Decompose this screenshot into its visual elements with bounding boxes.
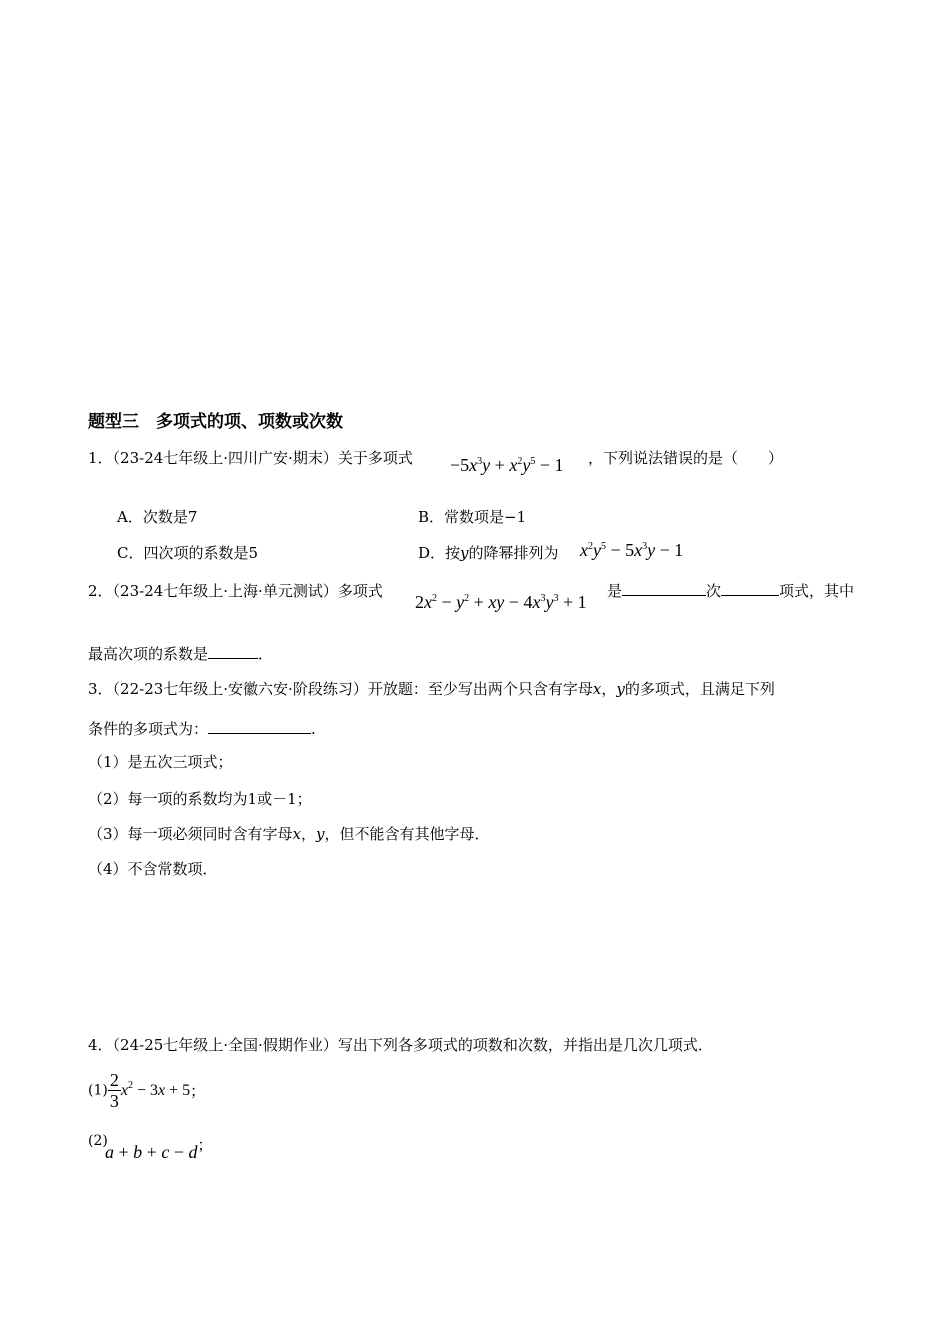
- variable-y: y: [316, 825, 325, 843]
- q3-line-2: [88, 718, 316, 739]
- question-stem: 写出下列各多项式的项数和次数，并指出是几次几项式．: [337, 1036, 713, 1054]
- q1-stem-tail: ，下列说法错误的是（ ）: [588, 449, 784, 467]
- option-text: 常数项是−1: [444, 508, 527, 526]
- fraction-denominator: 3: [109, 1091, 119, 1111]
- variable-y: y: [460, 544, 469, 562]
- option-label: C．: [117, 544, 144, 562]
- question-1: [88, 447, 413, 468]
- question-number: 3．: [88, 680, 113, 698]
- question-stem: 开放题：至少写出两个只含有字母: [367, 680, 593, 698]
- q1-option-d[interactable]: [418, 542, 559, 563]
- item-end: ；: [197, 1136, 213, 1154]
- variable-x: x: [592, 680, 602, 698]
- question-stem: 关于多项式: [337, 449, 413, 467]
- q3-end: .: [311, 720, 316, 738]
- q2-expression: $2x^2 - y^2$ + xy − $4x^3y^3 + 1$: [415, 592, 587, 612]
- question-stem-tail: 的多项式，且满足下列: [624, 680, 775, 698]
- q2-text-tail: 项式，其中: [779, 582, 855, 600]
- q4-item-2-label: (2): [88, 1133, 108, 1149]
- q2-text-is: 是: [607, 582, 623, 600]
- q3-condition-4: （4）不含常数项．: [88, 860, 218, 878]
- option-label: A．: [117, 508, 143, 526]
- question-number: 4．: [88, 1036, 113, 1054]
- q1-option-a[interactable]: [117, 506, 197, 527]
- item-label: (1): [88, 1082, 108, 1099]
- item-end: ；: [190, 1082, 206, 1100]
- q4-item-1: [88, 1070, 205, 1111]
- q2-text-degree: 次: [706, 582, 722, 600]
- q1-option-d-expression: $x^2y^5 - 5x^3y - 1$: [580, 540, 684, 560]
- q4-item-2-expression: a + b + c − d: [105, 1142, 198, 1162]
- question-source: （22-23七年级上·安徽六安·阶段练习）: [112, 680, 368, 698]
- variable-x: x: [292, 825, 302, 843]
- q3-line2-text: 条件的多项式为：: [88, 720, 209, 738]
- q1-expression: $-5x^3y + x^2y^5 - 1$: [450, 455, 564, 475]
- question-source: （23-24七年级上·上海·单元测试）: [112, 582, 338, 600]
- q2-line2-text: 最高次项的系数是: [88, 645, 209, 663]
- variable-y: y: [616, 680, 625, 698]
- q1-option-b[interactable]: [418, 506, 526, 527]
- q4-item-2: [105, 1136, 213, 1163]
- question-4: [88, 1034, 713, 1055]
- q2-end: ．: [258, 645, 274, 663]
- q3-condition-2: （2）每一项的系数均为1或－1；: [88, 790, 312, 808]
- answer-blank-terms[interactable]: [721, 580, 779, 596]
- option-text: 四次项的系数是5: [143, 544, 259, 562]
- question-number: 2．: [88, 582, 113, 600]
- answer-blank-coefficient[interactable]: [208, 643, 258, 659]
- q3-condition-3: [88, 823, 490, 844]
- condition-text: （3）每一项必须同时含有字母: [88, 825, 293, 843]
- q2-stem-tail: [607, 580, 854, 601]
- option-text: 的降幂排列为: [468, 544, 559, 562]
- separator: ，: [601, 680, 617, 698]
- separator: ，: [301, 825, 317, 843]
- fraction: [108, 1070, 121, 1111]
- q4-item-1-expression: $x^2 - 3x + 5$: [120, 1079, 191, 1099]
- question-source: （23-24七年级上·四川广安·期末）: [112, 449, 338, 467]
- question-number: 1．: [88, 449, 113, 467]
- question-2: [88, 580, 383, 601]
- question-stem: 多项式: [337, 582, 383, 600]
- section-title: 题型三 多项式的项、项数或次数: [88, 412, 343, 432]
- answer-blank-degree[interactable]: [622, 580, 706, 596]
- q1-option-c[interactable]: [117, 542, 258, 563]
- q3-condition-1: （1）是五次三项式；: [88, 753, 233, 771]
- option-label: B．: [418, 508, 445, 526]
- q2-line-2: [88, 643, 273, 664]
- answer-blank-polynomial[interactable]: [208, 718, 311, 734]
- option-text: 按: [445, 544, 461, 562]
- fraction-numerator: 2: [109, 1070, 119, 1090]
- question-3: [88, 678, 775, 699]
- option-text: 次数是7: [142, 508, 198, 526]
- question-source: （24-25七年级上·全国·假期作业）: [112, 1036, 338, 1054]
- option-label: D．: [418, 544, 446, 562]
- condition-tail: ，但不能含有其他字母．: [324, 825, 490, 843]
